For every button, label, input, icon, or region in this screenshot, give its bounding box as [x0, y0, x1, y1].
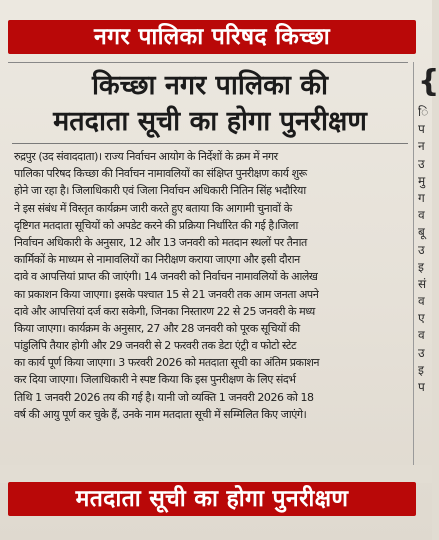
side-char: उ	[418, 242, 425, 257]
article-line: का कार्य पूर्ण किया जाएगा। 3 फरवरी 2026 को मतदाता सूची का अंतिम प्रकाशन	[14, 356, 320, 370]
side-char: न	[418, 139, 425, 154]
side-char: व	[418, 294, 425, 309]
side-char: ि	[418, 105, 429, 119]
article-line: होने जा रहा है। जिलाधिकारी एवं जिला निर्वाचन अधिकारी नितिन सिंह भदौरिया	[14, 184, 306, 198]
article-line: निर्वाचन अधिकारी के अनुसार, 12 और 13 जनवरी को मतदान स्थलों पर तैनात	[14, 235, 307, 249]
article-line: दृष्टिगत मतदाता सूचियों को अपडेट करने की प्रक्रिया निर्धारित की गई है।जिला	[14, 218, 298, 232]
article-line: कर दिया जाएगा। जिलाधिकारी ने स्पष्ट किया कि इस पुनरीक्षण के लिए संदर्भ	[14, 373, 296, 387]
side-char: व	[418, 208, 425, 223]
side-char: ग	[418, 190, 425, 205]
side-char: उ	[418, 345, 425, 360]
side-char: ए	[418, 311, 425, 326]
article-line: दावे व आपत्तियां प्राप्त की जाएंगी। 14 जनवरी को निर्वाचन नामावलियों के आलेख	[14, 270, 318, 284]
top-rule	[8, 62, 408, 63]
side-char: मु	[418, 173, 426, 188]
article-line: कार्मिकों के माध्यम से नामावलियों का निरीक्षण कराया जाएगा और इसी दौरान	[14, 253, 300, 267]
side-char: बू	[418, 225, 425, 240]
article-line: रुद्रपुर (उद संवाददाता)। राज्य निर्वाचन आयोग के निर्देशों के क्रम में नगर	[14, 150, 278, 163]
article-line: वर्ष की आयु पूर्ण कर चुके हैं, उनके नाम मतदाता सूची में सम्मिलित किए जाएंगे।	[14, 407, 307, 421]
headline-rule	[12, 143, 408, 144]
side-glyph: {	[418, 64, 439, 99]
article-line: पालिका परिषद किच्छा की निर्वाचन नामावलियों का संक्षिप्त पुनरीक्षण कार्य शुरू	[14, 167, 307, 181]
adjacent-column-fragment	[418, 60, 439, 480]
article-line: तिथि 1 जनवरी 2026 तय की गई है। यानी जो व्यक्ति 1 जनवरी 2026 को 18	[14, 390, 314, 404]
side-char: सं	[418, 276, 427, 291]
article-line: ने इस संबंध में विस्तृत कार्यक्रम जारी करते हुए बताया कि आगामी चुनावों के	[14, 201, 292, 215]
side-char: प	[418, 380, 425, 394]
side-char: व	[418, 328, 425, 343]
article-line: दावे और आपत्तियां दर्ज करा सकेगी, जिनका निस्तारण 22 से 25 जनवरी के मध्य	[14, 304, 315, 318]
headline-line-1: किच्छा नगर पालिका की	[91, 70, 329, 101]
top-title-banner: नगर पालिका परिषद किच्छा	[8, 20, 416, 54]
column-divider	[413, 62, 414, 477]
article-body	[14, 148, 410, 458]
side-char: इ	[418, 259, 424, 274]
side-char: इ	[418, 362, 424, 377]
headline-line-2: मतदाता सूची का होगा पुनरीक्षण	[53, 106, 367, 137]
article-line: का प्रकाशन किया जाएगा। इसके पश्चात 15 से 21 जनवरी तक आम जनता अपने	[14, 287, 319, 301]
cut-off-text-strip	[0, 465, 432, 483]
side-char: प	[418, 122, 425, 137]
article-line: पांडुलिपि तैयार होगी और 29 जनवरी से 2 फरवरी तक डेटा एंट्री व फोटो स्टेट	[14, 339, 297, 353]
side-char: उ	[418, 156, 425, 171]
bottom-title-banner: मतदाता सूची का होगा पुनरीक्षण	[8, 482, 416, 516]
article-line: किया जाएगा। कार्यक्रम के अनुसार, 27 और 28 जनवरी को पूरक सूचियों की	[14, 321, 300, 335]
